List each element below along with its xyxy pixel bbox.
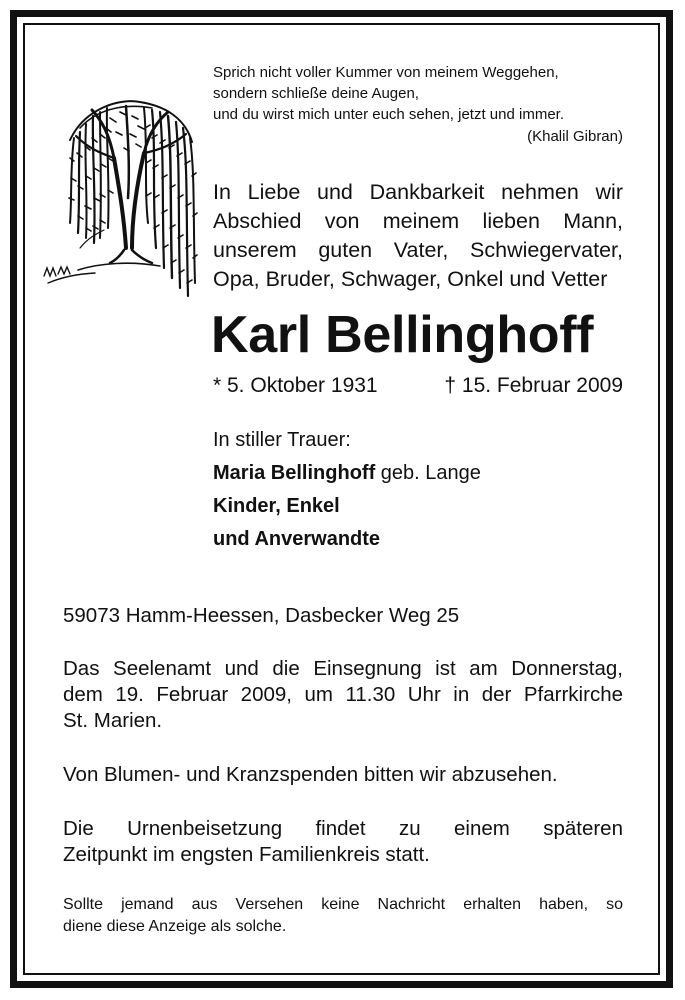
quote-line: und du wirst mich unter euch sehen, jetzt und immer.: [213, 106, 565, 123]
intro-line: unserem guten Vater, Schwiegervater,: [213, 238, 623, 262]
widow-name: Maria Bellinghoff: [213, 462, 376, 484]
mourners-heading: In stiller Trauer:: [213, 429, 351, 451]
widow-line: [213, 457, 623, 490]
intro-text: [213, 178, 623, 294]
address: 59073 Hamm-Heessen, Dasbecker Weg 25: [63, 604, 460, 627]
service-line: Das Seelenamt und die Einsegnung ist am Donnerstag,: [63, 657, 623, 680]
quote-block: [213, 62, 623, 147]
mourners-block: [213, 424, 623, 556]
notice-line: Sollte jemand aus Versehen keine Nachricht erhalten haben, so: [63, 896, 623, 913]
intro-line: Abschied von meinem lieben Mann,: [213, 209, 623, 233]
weeping-willow-icon: [40, 98, 200, 303]
notice-line: diene diese Anzeige als solche.: [63, 918, 287, 935]
widow-maiden-name: geb. Lange: [375, 462, 481, 484]
family-line: Kinder, Enkel: [213, 495, 340, 517]
urn-burial-info: [63, 816, 623, 868]
intro-line: Opa, Bruder, Schwager, Onkel und Vetter: [213, 267, 608, 291]
death-date: † 15. Februar 2009: [444, 374, 623, 397]
quote-line: Sprich nicht voller Kummer von meinem Weggehen,: [213, 64, 559, 81]
deceased-name: Karl Bellinghoff: [211, 306, 594, 364]
relatives-line: und Anverwandte: [213, 528, 381, 550]
quote-source: (Khalil Gibran): [527, 128, 623, 145]
service-info: [63, 656, 623, 734]
birth-date: * 5. Oktober 1931: [213, 374, 378, 397]
service-line: St. Marien.: [63, 709, 163, 732]
flowers-note: Von Blumen- und Kranzspenden bitten wir abzusehen.: [63, 763, 558, 786]
intro-line: In Liebe und Dankbarkeit nehmen wir: [213, 180, 623, 204]
quote-line: sondern schließe deine Augen,: [213, 85, 419, 102]
service-line: dem 19. Februar 2009, um 11.30 Uhr in der Pfarrkirche: [63, 683, 623, 706]
notice-text: [63, 894, 623, 938]
urn-line: Die Urnenbeisetzung findet zu einem späteren: [63, 817, 623, 840]
urn-line: Zeitpunkt im engsten Familienkreis statt.: [63, 843, 430, 866]
